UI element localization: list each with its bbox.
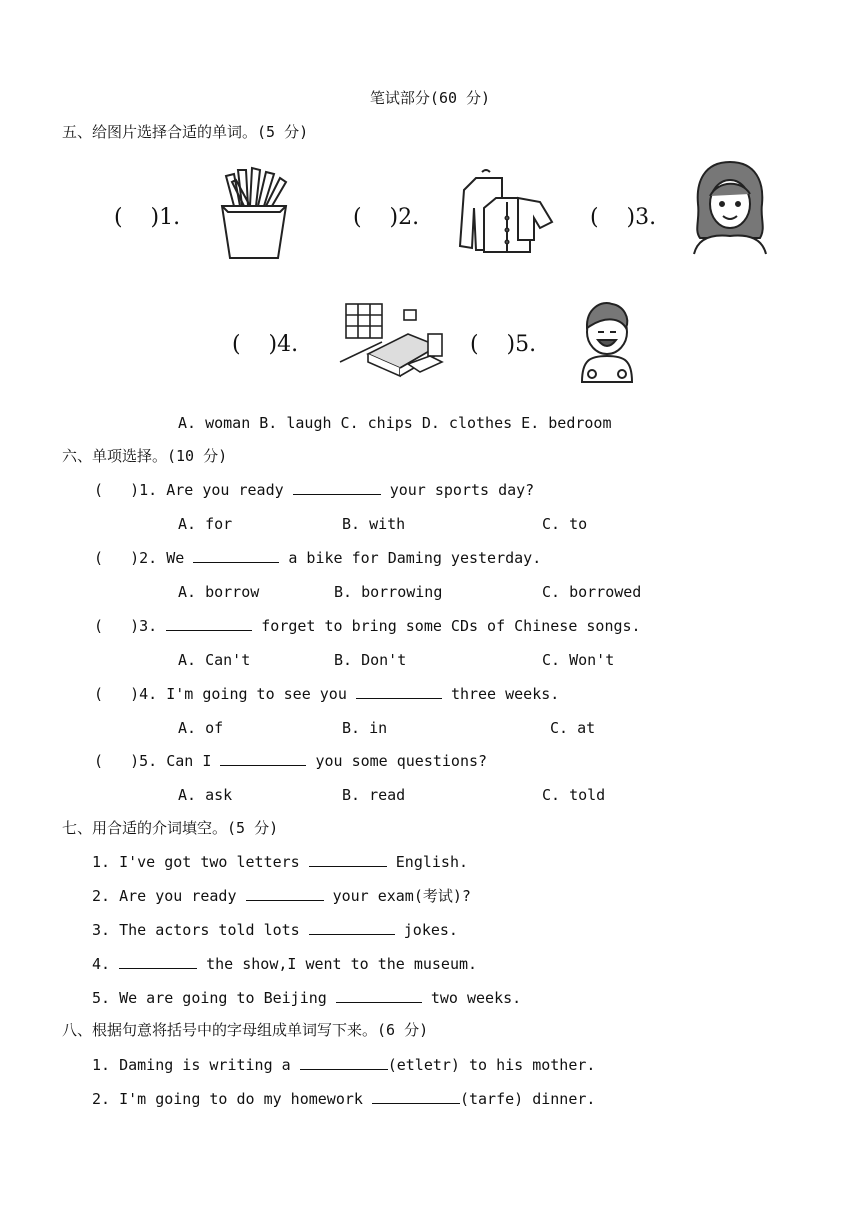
option-b: B. with (342, 515, 406, 533)
option-b: B. read (342, 786, 406, 804)
item-number: 4. (277, 332, 299, 357)
item-text: 2. I'm going to do my homework (92, 1090, 363, 1108)
question-number: )3. (130, 617, 158, 635)
answer-blank[interactable] (356, 684, 442, 699)
question-3: ( )3. forget to bring some CDs of Chinese songs. (94, 617, 641, 635)
item-number: 2. (398, 205, 420, 230)
question-text: Can I (166, 752, 212, 770)
fill-item-4 (92, 954, 477, 974)
question-5: ( )5. Can I you some questions? (94, 752, 488, 770)
item-text: 2. Are you ready (92, 887, 237, 905)
option-c: C. Won't (542, 651, 615, 669)
option-a: A. Can't (178, 651, 251, 669)
answer-blank[interactable] (220, 751, 306, 766)
option-a: A. ask (178, 786, 233, 804)
answer-blank[interactable] (293, 480, 381, 495)
item-number: 3. (635, 205, 657, 230)
section-5-options: A. woman B. laugh C. chips D. clothes E. bedroom (178, 414, 612, 432)
fill-item-3 (92, 920, 458, 940)
answer-blank[interactable] (119, 954, 197, 969)
question-text: We (166, 549, 185, 567)
answer-blank[interactable] (166, 616, 252, 631)
item-text: two weeks. (430, 989, 522, 1007)
fill-item-1 (92, 852, 468, 872)
option-c: C. borrowed (542, 583, 642, 601)
answer-bracket-4[interactable]: ( )4. (232, 332, 299, 357)
answer-bracket-1[interactable]: ( )1. (114, 205, 181, 230)
page-title: 笔试部分(60 分) (369, 89, 491, 107)
item-text: (tarfe) dinner. (459, 1090, 596, 1108)
option-b: B. in (342, 719, 388, 737)
question-number: )4. (130, 685, 158, 703)
answer-blank[interactable] (309, 920, 395, 935)
answer-bracket-2[interactable]: ( )2. (353, 205, 420, 230)
answer-bracket-5[interactable]: ( )5. (470, 332, 537, 357)
word-item-1 (92, 1055, 595, 1075)
question-number: )5. (130, 752, 158, 770)
answer-blank[interactable] (193, 548, 279, 563)
item-text: (etletr) to his mother. (387, 1056, 596, 1074)
clothes-icon (456, 168, 556, 258)
word-item-2 (92, 1089, 595, 1109)
question-4: ( )4. I'm going to see you three weeks. (94, 685, 560, 703)
option-c: C. told (542, 786, 606, 804)
question-text: a bike for Daming yesterday. (288, 549, 542, 567)
item-number: 5. (515, 332, 537, 357)
item-text: the show,I went to the museum. (206, 955, 478, 973)
answer-blank[interactable] (309, 852, 387, 867)
option-c: C. at (550, 719, 596, 737)
answer-blank[interactable] (246, 886, 324, 901)
question-text: three weeks. (450, 685, 560, 703)
section-5-heading: 五、给图片选择合适的单词。(5 分) (62, 123, 309, 141)
item-text: 5. We are going to Beijing (92, 989, 327, 1007)
section-7-heading: 七、用合适的介词填空。(5 分) (62, 819, 279, 837)
item-text: jokes. (403, 921, 458, 939)
item-number: 1. (159, 205, 181, 230)
question-text: your sports day? (389, 481, 535, 499)
option-a: A. for (178, 515, 233, 533)
item-text: English. (395, 853, 469, 871)
question-2: ( )2. We a bike for Daming yesterday. (94, 549, 542, 567)
section-8-heading: 八、根据句意将括号中的字母组成单词写下来。(6 分) (62, 1021, 429, 1039)
option-b: B. borrowing (334, 583, 443, 601)
option-b: B. Don't (334, 651, 407, 669)
fill-item-5 (92, 988, 521, 1008)
question-number: )2. (130, 549, 158, 567)
answer-blank[interactable] (372, 1089, 460, 1104)
section-6-heading: 六、单项选择。(10 分) (62, 447, 228, 465)
answer-blank[interactable] (336, 988, 422, 1003)
item-text: 1. I've got two letters (92, 853, 300, 871)
item-text: your exam(考试)? (332, 887, 471, 905)
question-text: you some questions? (315, 752, 488, 770)
answer-blank[interactable] (300, 1055, 388, 1070)
woman-icon (690, 158, 770, 256)
option-a: A. borrow (178, 583, 260, 601)
option-c: C. to (542, 515, 588, 533)
item-text: 1. Daming is writing a (92, 1056, 291, 1074)
bedroom-icon (338, 300, 454, 380)
laughing-boy-icon (576, 298, 638, 384)
option-a: A. of (178, 719, 224, 737)
fill-item-2 (92, 886, 471, 906)
fries-icon (214, 168, 294, 262)
question-text: I'm going to see you (166, 685, 347, 703)
item-text: 4. (92, 955, 111, 973)
question-1: ( )1. Are you ready your sports day? (94, 481, 535, 499)
question-number: )1. (130, 481, 158, 499)
item-text: 3. The actors told lots (92, 921, 300, 939)
answer-bracket-3[interactable]: ( )3. (590, 205, 657, 230)
question-text: Are you ready (166, 481, 284, 499)
question-text: forget to bring some CDs of Chinese songs. (261, 617, 641, 635)
